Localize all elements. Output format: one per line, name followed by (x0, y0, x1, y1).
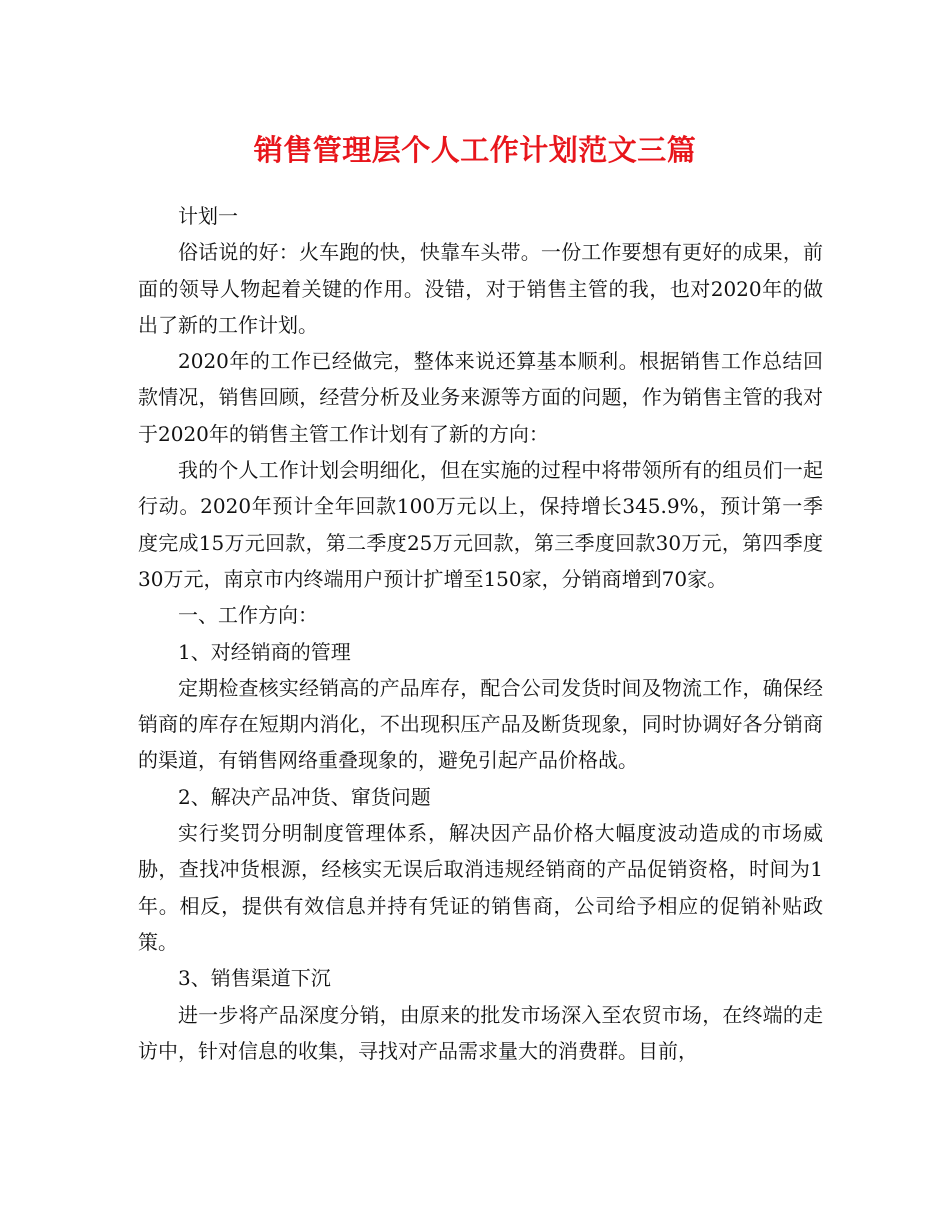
plan-heading: 计划一 (178, 204, 238, 228)
document-title: 销售管理层个人工作计划范文三篇 (253, 133, 697, 167)
paragraph-cross-selling: 实行奖罚分明制度管理体系，解决因产品价格大幅度波动造成的市场威胁，查找冲货根源，经核实无误后取消违规经销商的产品促销资格，时间为1年。相反，提供有效信息并持有凭证的销售商，公司给予相应的促销补贴政策。 (138, 821, 823, 954)
subheading-channel-sinking: 3、销售渠道下沉 (178, 966, 331, 991)
document-body (138, 198, 823, 1069)
paragraph-distributor-management: 定期检查核实经销高的产品库存，配合公司发货时间及物流工作，确保经销商的库存在短期内消化，不出现积压产品及断货现象，同时协调好各分销商的渠道，有销售网络重叠现象的，避免引起产品价格战。 (138, 675, 823, 773)
paragraph-intro: 俗话说的好：火车跑的快，快靠车头带。一份工作要想有更好的成果，前面的领导人物起着关键的作用。没错，对于销售主管的我，也对2020年的做出了新的工作计划。 (138, 240, 823, 337)
subheading-distributor-management: 1、对经销商的管理 (178, 639, 351, 664)
paragraph-review: 2020年的工作已经做完，整体来说还算基本顺利。根据销售工作总结回款情况，销售回顾，经营分析及业务来源等方面的问题，作为销售主管的我对于2020年的销售主管工作计划有了新的方向： (138, 349, 823, 446)
subheading-cross-selling: 2、解决产品冲货、窜货问题 (178, 784, 431, 809)
paragraph-targets: 我的个人工作计划会明细化，但在实施的过程中将带领所有的组员们一起行动。2020年预计全年回款100万元以上，保持增长345.9%，预计第一季度完成15万元回款，第二季度25万元回款，第三季度回款30万元，第四季度30万元，南京市内终端用户预计扩增至150家，分销商增到70家。 (138, 458, 823, 591)
section-heading-work-direction: 一、工作方向： (178, 603, 318, 628)
paragraph-channel-sinking: 进一步将产品深度分销，由原来的批发市场深入至农贸市场，在终端的走访中，针对信息的收集，寻找对产品需求量大的消费群。目前， (138, 1002, 823, 1063)
